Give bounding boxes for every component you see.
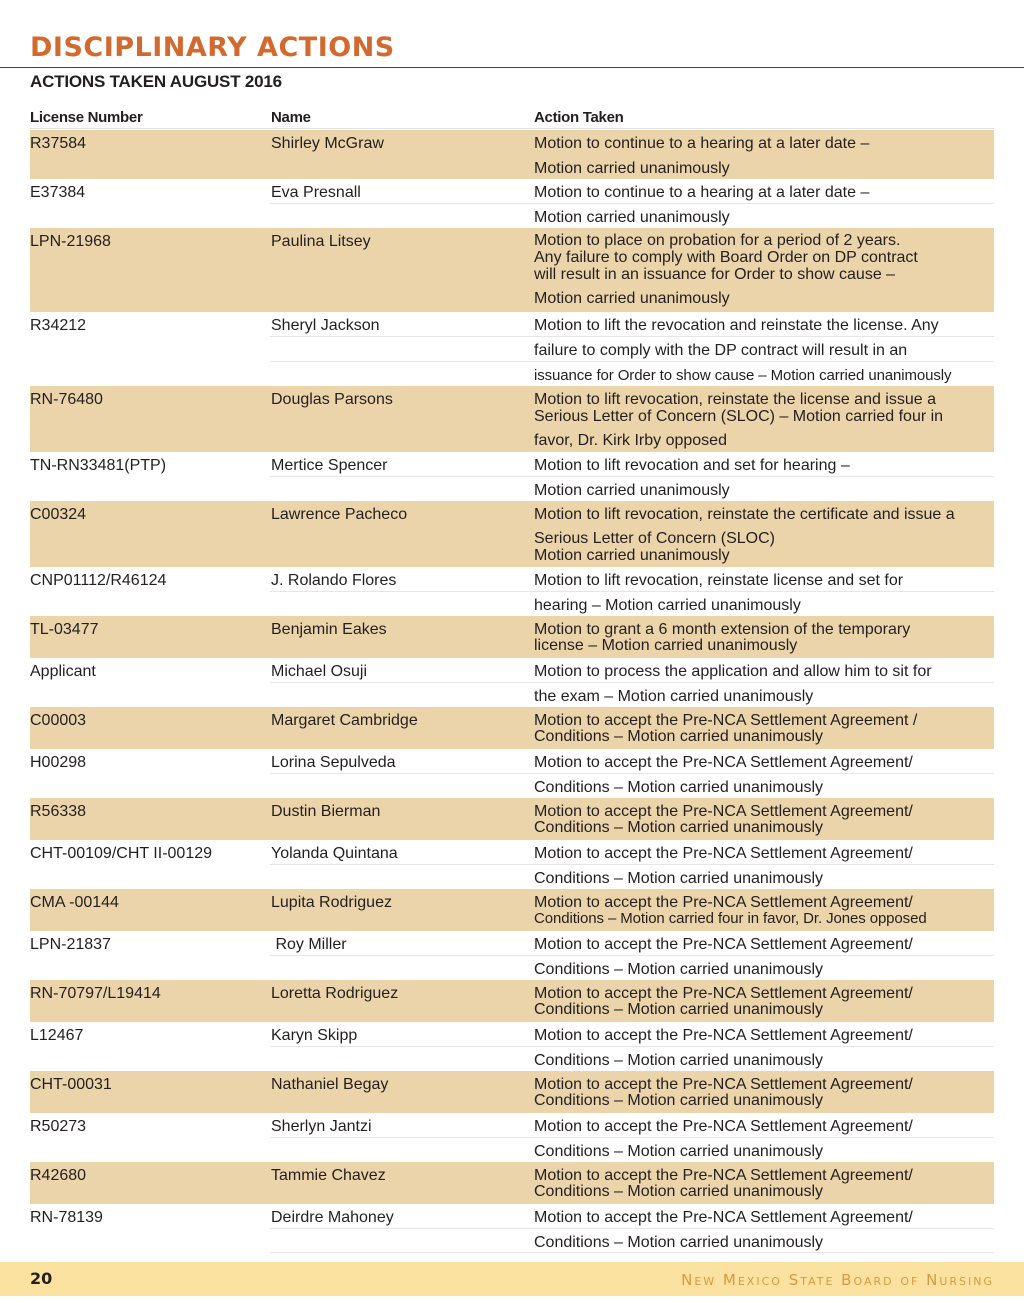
license-number: RN-76480 [30, 391, 103, 408]
action-line: Conditions – Motion carried unanimously [534, 728, 824, 745]
table-row [30, 1162, 994, 1204]
licensee-name: Lupita Rodriguez [271, 894, 392, 911]
action-line: Conditions – Motion carried unanimously [534, 779, 824, 796]
row-divider [270, 1252, 994, 1253]
action-line: Motion to accept the Pre-NCA Settlement Agreement/ [534, 1027, 913, 1044]
licensee-name: Lawrence Pacheco [271, 506, 408, 523]
action-taken [534, 889, 994, 931]
license-number: R37584 [30, 135, 87, 152]
action-taken [534, 1162, 994, 1204]
license-number: LPN-21968 [30, 233, 111, 250]
action-line: hearing – Motion carried unanimously [534, 597, 801, 614]
row-divider [270, 955, 994, 956]
licensee-name: Margaret Cambridge [271, 712, 418, 729]
action-line: Motion to continue to a hearing at a later date – [534, 184, 870, 201]
license-number: Applicant [30, 663, 96, 680]
table-header [30, 108, 994, 129]
license-number: CNP01112/R46124 [30, 572, 167, 589]
table-row [30, 931, 994, 980]
license-number: TN-RN33481(PTP) [30, 457, 167, 474]
licensee-name: Michael Osuji [271, 663, 368, 680]
action-taken [534, 798, 994, 840]
action-line: Motion to lift revocation and set for hearing – [534, 457, 850, 474]
licensee-name: J. Rolando Flores [271, 572, 397, 589]
license-number: C00324 [30, 506, 87, 523]
action-taken [534, 130, 994, 179]
action-line: Conditions – Motion carried unanimously [534, 819, 824, 836]
licensee-name: Karyn Skipp [271, 1027, 358, 1044]
action-line: Motion to accept the Pre-NCA Settlement Agreement/ [534, 1118, 913, 1135]
action-taken [534, 501, 994, 567]
action-line: Conditions – Motion carried unanimously [534, 1183, 824, 1200]
action-line: Conditions – Motion carried unanimously [534, 1143, 824, 1160]
row-divider [270, 1046, 994, 1047]
license-number: CHT-00031 [30, 1076, 112, 1093]
license-number: C00003 [30, 712, 87, 729]
table-row [30, 1022, 994, 1071]
license-number: R50273 [30, 1118, 87, 1135]
licensee-name: Tammie Chavez [271, 1167, 386, 1184]
action-line: Motion carried unanimously [534, 209, 730, 226]
table-row [30, 749, 994, 798]
action-line: Motion to grant a 6 month extension of the temporary [534, 621, 911, 638]
action-line: Motion to accept the Pre-NCA Settlement Agreement/ [534, 845, 913, 862]
page-title: DISCIPLINARY ACTIONS [30, 32, 395, 63]
row-divider [270, 336, 994, 337]
action-taken [534, 616, 994, 658]
licensee-name: Loretta Rodriguez [271, 985, 399, 1002]
license-number: CMA -00144 [30, 894, 119, 911]
action-line: Motion to lift revocation, reinstate the license and issue a [534, 391, 936, 408]
licensee-name: Sherlyn Jantzi [271, 1118, 372, 1135]
action-line: Motion to lift revocation, reinstate the certificate and issue a [534, 506, 955, 523]
licensee-name: Deirdre Mahoney [271, 1209, 394, 1226]
license-number: E37384 [30, 184, 86, 201]
table-row [30, 452, 994, 501]
license-number: RN-78139 [30, 1209, 103, 1226]
licensee-name: Paulina Litsey [271, 233, 371, 250]
license-number: R42680 [30, 1167, 87, 1184]
action-taken [534, 707, 994, 749]
header-action-taken: Action Taken [534, 109, 624, 126]
action-line: will result in an issuance for Order to show cause – [534, 266, 896, 283]
row-divider [270, 1228, 994, 1229]
row-divider [270, 203, 994, 204]
licensee-name: Mertice Spencer [271, 457, 388, 474]
licensee-name: Sheryl Jackson [271, 317, 380, 334]
action-line: Motion to process the application and allow him to sit for [534, 663, 932, 680]
row-divider [270, 361, 994, 362]
action-line: Motion to accept the Pre-NCA Settlement Agreement/ [534, 985, 913, 1002]
license-number: R56338 [30, 803, 87, 820]
table-row [30, 1204, 994, 1253]
licensee-name: Douglas Parsons [271, 391, 393, 408]
licensee-name: Eva Presnall [271, 184, 361, 201]
action-line: Conditions – Motion carried unanimously [534, 961, 824, 978]
action-line: Conditions – Motion carried unanimously [534, 1092, 824, 1109]
action-taken [534, 386, 994, 452]
action-line: Motion carried unanimously [534, 547, 730, 564]
table-row [30, 616, 994, 658]
row-divider [270, 591, 994, 592]
action-line: favor, Dr. Kirk Irby opposed [534, 432, 727, 449]
table-row [30, 386, 994, 452]
license-number: TL-03477 [30, 621, 99, 638]
action-line: Motion to accept the Pre-NCA Settlement Agreement/ [534, 1167, 913, 1184]
action-line: Motion to place on probation for a period of 2 years. [534, 232, 901, 249]
table-row [30, 1113, 994, 1162]
table-row [30, 228, 994, 312]
table-row [30, 980, 994, 1022]
action-line: Motion to accept the Pre-NCA Settlement Agreement/ [534, 894, 913, 911]
action-line: Motion to lift revocation, reinstate license and set for [534, 572, 904, 589]
licensee-name: Roy Miller [271, 936, 347, 953]
licensee-name: Lorina Sepulveda [271, 754, 396, 771]
action-line: Motion to continue to a hearing at a later date – [534, 135, 870, 152]
header-license-number: License Number [30, 109, 143, 126]
action-line: Any failure to comply with Board Order on DP contract [534, 249, 918, 266]
action-line: Conditions – Motion carried four in favor, Dr. Jones opposed [534, 910, 927, 927]
table-row [30, 567, 994, 616]
table-row [30, 889, 994, 931]
action-taken [534, 228, 994, 312]
action-line: Conditions – Motion carried unanimously [534, 1234, 824, 1251]
action-line: Conditions – Motion carried unanimously [534, 1052, 824, 1069]
action-line: Conditions – Motion carried unanimously [534, 1001, 824, 1018]
action-taken [534, 1071, 994, 1113]
licensee-name: Shirley McGraw [271, 135, 384, 152]
table-row [30, 798, 994, 840]
table-row [30, 840, 994, 889]
row-divider [270, 773, 994, 774]
organization-name: New Mexico State Board of Nursing [681, 1271, 994, 1289]
license-number: LPN-21837 [30, 936, 111, 953]
action-taken [534, 980, 994, 1022]
action-line: Motion to accept the Pre-NCA Settlement Agreement/ [534, 1076, 913, 1093]
action-line: Motion to accept the Pre-NCA Settlement Agreement/ [534, 1209, 913, 1226]
page-number: 20 [30, 1269, 53, 1288]
table-row [30, 179, 994, 228]
table-row [30, 312, 994, 386]
licensee-name: Yolanda Quintana [271, 845, 398, 862]
page-subtitle: ACTIONS TAKEN AUGUST 2016 [30, 72, 282, 91]
action-line: Motion carried unanimously [534, 290, 730, 307]
action-line: Motion to accept the Pre-NCA Settlement Agreement/ [534, 936, 913, 953]
action-line: Motion carried unanimously [534, 482, 730, 499]
action-line: Serious Letter of Concern (SLOC) [534, 530, 775, 547]
action-line: license – Motion carried unanimously [534, 637, 798, 654]
action-line: Motion carried unanimously [534, 160, 730, 177]
license-number: L12467 [30, 1027, 84, 1044]
page-footer [0, 1262, 1024, 1296]
licensee-name: Nathaniel Begay [271, 1076, 389, 1093]
action-line: Motion to accept the Pre-NCA Settlement Agreement/ [534, 754, 913, 771]
action-line: Motion to accept the Pre-NCA Settlement Agreement / [534, 712, 918, 729]
action-line: the exam – Motion carried unanimously [534, 688, 814, 705]
action-line: Motion to lift the revocation and reinstate the license. Any [534, 317, 939, 334]
license-number: CHT-00109/CHT II-00129 [30, 845, 213, 862]
action-line: Serious Letter of Concern (SLOC) – Motion carried four in [534, 408, 944, 425]
licensee-name: Benjamin Eakes [271, 621, 387, 638]
table-row [30, 501, 994, 567]
table-row [30, 130, 994, 179]
row-divider [270, 476, 994, 477]
table-row [30, 658, 994, 707]
license-number: R34212 [30, 317, 87, 334]
title-rule [0, 67, 1024, 68]
action-line: Motion to accept the Pre-NCA Settlement Agreement/ [534, 803, 913, 820]
row-divider [270, 682, 994, 683]
table-row [30, 707, 994, 749]
licensee-name: Dustin Bierman [271, 803, 381, 820]
table-row [30, 1071, 994, 1113]
header-name: Name [271, 109, 311, 126]
action-line: issuance for Order to show cause – Motion carried unanimously [534, 367, 952, 384]
action-taken [534, 312, 994, 386]
action-line: Conditions – Motion carried unanimously [534, 870, 824, 887]
license-number: RN-70797/L19414 [30, 985, 161, 1002]
actions-table [30, 130, 994, 1253]
license-number: H00298 [30, 754, 87, 771]
action-line: failure to comply with the DP contract will result in an [534, 342, 908, 359]
row-divider [270, 1137, 994, 1138]
row-divider [270, 864, 994, 865]
